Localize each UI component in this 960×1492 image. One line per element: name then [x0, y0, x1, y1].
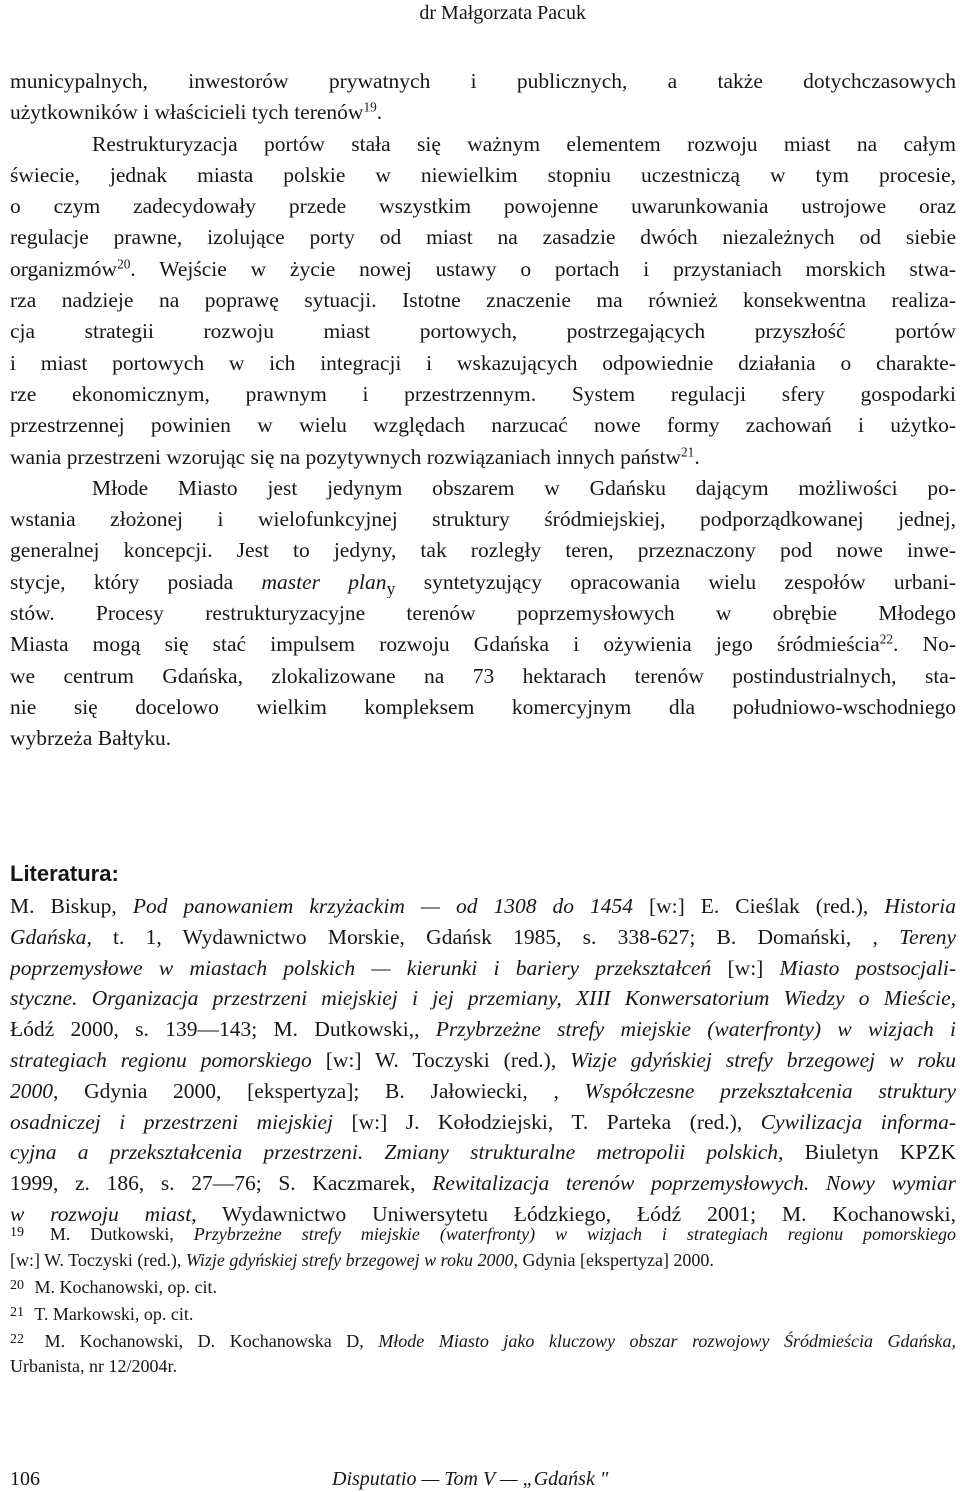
text-line: wybrzeża Bałtyku. — [10, 726, 172, 751]
footnote-ref: 19 — [363, 99, 377, 115]
text-line: rza nadzieje na poprawę sytuacji. Istotne znaczenie ma również konsekwentna realiza- — [10, 288, 956, 313]
literature-line: Gdańska, t. 1, Wydawnictwo Morskie, Gdańsk 1985, s. 338-627; B. Domański, , Tereny — [10, 924, 956, 949]
page-footer — [10, 1466, 956, 1492]
literature-line: strategiach regionu pomorskiego [w:] W. Toczyski (red.), Wizje gdyńskiej strefy brzegowej w roku — [10, 1047, 956, 1072]
text-line: we centrum Gdańska, zlokalizowane na 73 hektarach terenów postindustrialnych, sta- — [10, 663, 956, 688]
literature-line: cyjna a przekształcenia przestrzeni. Zmiany strukturalne metropolii polskich, Biuletyn KPZK — [10, 1140, 956, 1165]
text-line: o czym zadecydowały przede wszystkim powojenne uwarunkowania ustrojowe oraz — [10, 194, 956, 219]
text-line: regulacje prawne, izolujące porty od miast na zasadzie dwóch niezależnych od siebie — [10, 225, 956, 250]
text-line: municypalnych, inwestorów prywatnych i publicznych, a także dotychczasowych — [10, 69, 956, 93]
footnote-22: 22 M. Kochanowski, D. Kochanowska D, Młode Miasto jako kluczowy obszar rozwojowy Śródmieścia Gdańska, — [10, 1330, 956, 1351]
master-plan-term: master plan — [261, 569, 387, 594]
text-line: rze ekonomicznym, prawnym i przestrzennym. System regulacji sfery gospodarki — [10, 381, 956, 406]
page-number: 106 — [10, 1468, 40, 1490]
footnote-19-cont: [w:] W. Toczyski (red.), Wizje gdyńskiej strefy brzegowej w roku 2000, Gdynia [ekspertyza] 2000. — [10, 1249, 714, 1270]
main-text — [10, 66, 956, 755]
literature-line: osadniczej i przestrzeni miejskiej [w:] J. Kołodziejski, T. Parteka (red.), Cywilizacja informa- — [10, 1109, 956, 1134]
text-line: cja strategii rozwoju miast portowych, postrzegających przyszłość portów — [10, 319, 956, 344]
text-line: generalnej koncepcji. Jest to jedyny, tak rozległy teren, przeznaczony pod nowe inwe- — [10, 538, 956, 563]
text-line: stów. Procesy restrukturyzacyjne terenów poprzemysłowych w obrębie Młodego — [10, 601, 956, 626]
footnote-20: 20 M. Kochanowski, op. cit. — [10, 1277, 217, 1298]
footnote-ref: 20 — [117, 256, 131, 272]
text-line: nie się docelowo wielkim kompleksem komercyjnym dla południowo-wschodniego — [10, 694, 956, 719]
running-header: dr Małgorzata Pacuk — [419, 2, 586, 24]
footnotes — [10, 1220, 956, 1380]
text-line: świecie, jednak miasta polskie w niewielkim stopniu uczestniczą w tym procesie, — [10, 162, 956, 187]
text-line: wstania złożonej i wielofunkcyjnej struktury śródmiejskiej, podporządkowanej jednej, — [10, 507, 956, 532]
footnote-ref: 22 — [879, 632, 894, 648]
literature-line: poprzemysłowe w miastach polskich — kierunki i bariery przekształceń [w:] Miasto postsocjali- — [10, 955, 956, 980]
literature-line: w rozwoju miast, Wydawnictwo Uniwersytetu Łódzkiego, Łódź 2001; M. Kochanowski, — [10, 1201, 956, 1226]
text-line: stycje, który posiada master plan$_y$ syntetyzujący opracowania wielu zespołów urbani- — [10, 569, 956, 599]
literature-line: styczne. Organizacja przestrzeni miejskiej i jej przemiany, XIII Konwersatorium Wiedzy o Mieście, — [10, 986, 956, 1011]
footnote-21: 21 T. Markowski, op. cit. — [10, 1304, 194, 1325]
text-line: Miasta mogą się stać impulsem rozwoju Gdańska i ożywienia jego śródmieścia$^{22}$. No- — [10, 632, 956, 657]
text-line: organizmów$^{20}$. Wejście w życie nowej ustawy o portach i przystaniach morskich stwa- — [10, 256, 956, 281]
text-line: i miast portowych w ich integracji i wskazujących odpowiednie działania o charakte- — [10, 350, 956, 375]
literature-section — [10, 858, 956, 1230]
literature-line: M. Biskup, Pod panowaniem krzyżackim — od 1308 do 1454 [w:] E. Cieślak (red.), Historia — [10, 894, 956, 918]
literature-heading: Literatura: — [10, 861, 119, 886]
text-line: przestrzennej powinien w wielu względach narzucać nowe formy zachowań i użytko- — [10, 413, 956, 438]
text-line: Restrukturyzacja portów stała się ważnym elementem rozwoju miast na całym — [92, 131, 956, 156]
journal-title: Disputatio — Tom V — „Gdańsk " — [332, 1468, 609, 1490]
text-line: użytkowników i właścicieli tych terenów$^{19}$. — [10, 99, 383, 125]
text-line: Młode Miasto jest jedynym obszarem w Gdańsku dającym możliwości po- — [92, 475, 956, 500]
footnote-ref: 21 — [681, 444, 695, 460]
literature-line: 1999, z. 186, s. 27—76; S. Kaczmarek, Rewitalizacja terenów poprzemysłowych. Nowy wymiar — [10, 1171, 956, 1196]
literature-line: 2000, Gdynia 2000, [ekspertyza]; B. Jałowiecki, , Współczesne przekształcenia struktury — [10, 1078, 956, 1103]
footnote-19: 19 M. Dutkowski, Przybrzeżne strefy miejskie (waterfronty) w wizjach i strategiach regionu pomorskiego — [10, 1224, 956, 1244]
literature-line: Łódź 2000, s. 139—143; M. Dutkowski,, Przybrzeżne strefy miejskie (waterfronty) w wizjach i — [10, 1017, 956, 1042]
text-line: wania przestrzeni wzorując się na pozytywnych rozwiązaniach innych państw$^{21}$. — [10, 444, 700, 469]
footnote-22-cont: Urbanista, nr 12/2004r. — [10, 1356, 177, 1377]
